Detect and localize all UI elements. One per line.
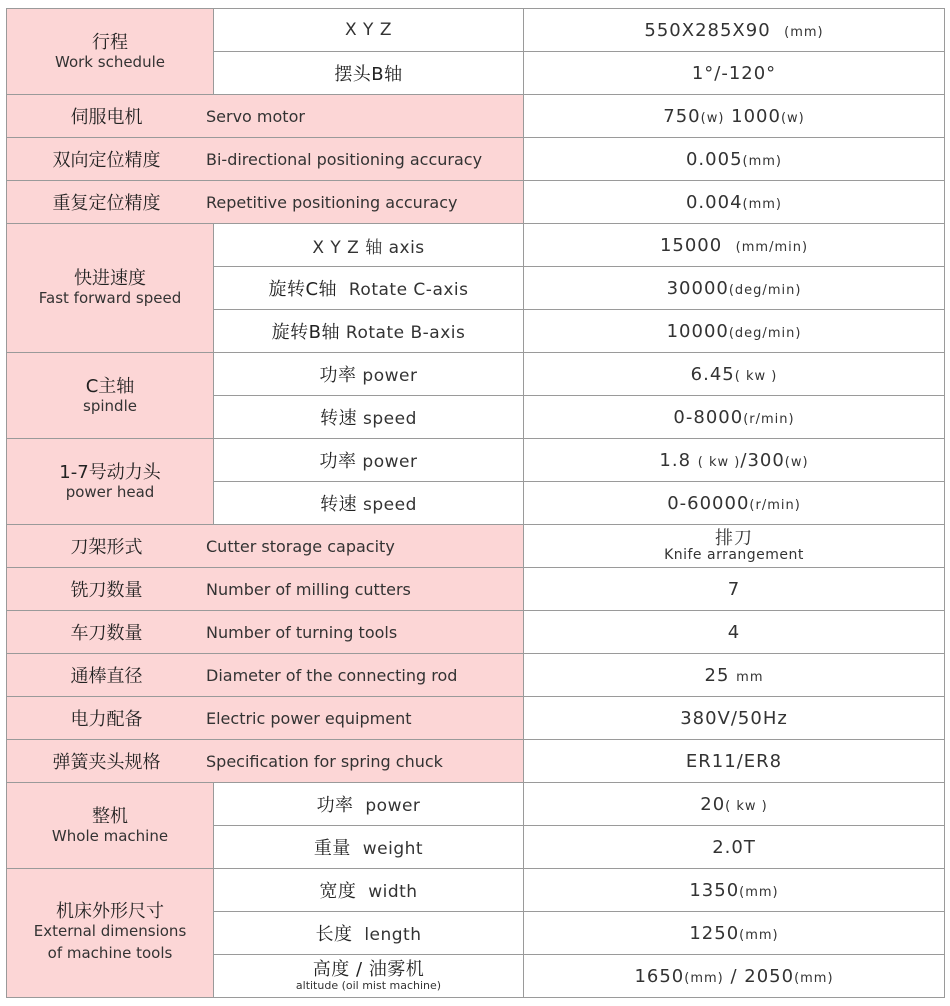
powerhead-power-value: 1.8 ( kw )/300(w): [524, 439, 945, 482]
dims-label: 机床外形尺寸 External dimensions of machine tools: [7, 869, 214, 998]
servo-value: 750(w) 1000(w): [524, 95, 945, 138]
powerhead-speed-label: 转速 speed: [214, 482, 524, 525]
machine-power-value: 20( kw ): [524, 783, 945, 826]
travel-b-label: 摆头B轴: [214, 52, 524, 95]
servo-label: 伺服电机 Servo motor: [7, 95, 524, 138]
repeat-value: 0.004(mm): [524, 181, 945, 224]
machine-weight-value: 2.0T: [524, 826, 945, 869]
cutter-value: 排刀 Knife arrangement: [524, 525, 945, 568]
spindle-speed-value: 0-8000(r/min): [524, 396, 945, 439]
rapid-b-value: 10000(deg/min): [524, 310, 945, 353]
table-row: [7, 525, 945, 568]
chuck-value: ER11/ER8: [524, 740, 945, 783]
travel-b-value: 1°/-120°: [524, 52, 945, 95]
turning-value: 4: [524, 611, 945, 654]
rapid-xyz-value: 15000 (mm/min): [524, 224, 945, 267]
turning-label: 车刀数量 Number of turning tools: [7, 611, 524, 654]
chuck-label: 弹簧夹头规格 Specification for spring chuck: [7, 740, 524, 783]
table-row: [7, 869, 945, 912]
rapid-c-label: 旋转C轴 Rotate C-axis: [214, 267, 524, 310]
table-row: [7, 740, 945, 783]
bidir-label: 双向定位精度 Bi-directional positioning accuracy: [7, 138, 524, 181]
table-row: [7, 138, 945, 181]
milling-value: 7: [524, 568, 945, 611]
travel-label-zh: 行程: [92, 31, 128, 53]
table-row: [7, 353, 945, 396]
travel-xyz-label: X Y Z: [214, 9, 524, 52]
machine-power-label: 功率 power: [214, 783, 524, 826]
cutter-label: 刀架形式 Cutter storage capacity: [7, 525, 524, 568]
powerhead-speed-value: 0-60000(r/min): [524, 482, 945, 525]
table-row: [7, 611, 945, 654]
rod-label: 通棒直径 Diameter of the connecting rod: [7, 654, 524, 697]
travel-label-en: Work schedule: [55, 52, 165, 71]
electric-value: 380V/50Hz: [524, 697, 945, 740]
travel-label: [7, 9, 214, 95]
rapid-b-label: 旋转B轴 Rotate B-axis: [214, 310, 524, 353]
rapid-xyz-label: X Y Z 轴 axis: [214, 224, 524, 267]
table-row: [7, 224, 945, 267]
table-row: [7, 568, 945, 611]
table-row: [7, 439, 945, 482]
spindle-speed-label: 转速 speed: [214, 396, 524, 439]
rapid-label: 快进速度 Fast forward speed: [7, 224, 214, 353]
spindle-power-value: 6.45( kw ): [524, 353, 945, 396]
spindle-label: C主轴 spindle: [7, 353, 214, 439]
powerhead-label: 1-7号动力头 power head: [7, 439, 214, 525]
table-row: [7, 181, 945, 224]
spec-table: [6, 8, 945, 998]
dims-height-value: 1650(mm) / 2050(mm): [524, 955, 945, 998]
table-row: [7, 654, 945, 697]
table-row: [7, 95, 945, 138]
table-row: [7, 697, 945, 740]
powerhead-power-label: 功率 power: [214, 439, 524, 482]
machine-weight-label: 重量 weight: [214, 826, 524, 869]
rapid-c-value: 30000(deg/min): [524, 267, 945, 310]
table-row: [7, 9, 945, 52]
dims-length-value: 1250(mm): [524, 912, 945, 955]
dims-length-label: 长度 length: [214, 912, 524, 955]
electric-label: 电力配备 Electric power equipment: [7, 697, 524, 740]
dims-width-label: 宽度 width: [214, 869, 524, 912]
dims-width-value: 1350(mm): [524, 869, 945, 912]
dims-height-label: 高度 / 油雾机 altitude (oil mist machine): [214, 955, 524, 998]
machine-label: 整机 Whole machine: [7, 783, 214, 869]
rod-value: 25 mm: [524, 654, 945, 697]
repeat-label: 重复定位精度 Repetitive positioning accuracy: [7, 181, 524, 224]
travel-xyz-value: 550X285X90 (mm): [524, 9, 945, 52]
milling-label: 铣刀数量 Number of milling cutters: [7, 568, 524, 611]
spindle-power-label: 功率 power: [214, 353, 524, 396]
bidir-value: 0.005(mm): [524, 138, 945, 181]
table-row: [7, 783, 945, 826]
